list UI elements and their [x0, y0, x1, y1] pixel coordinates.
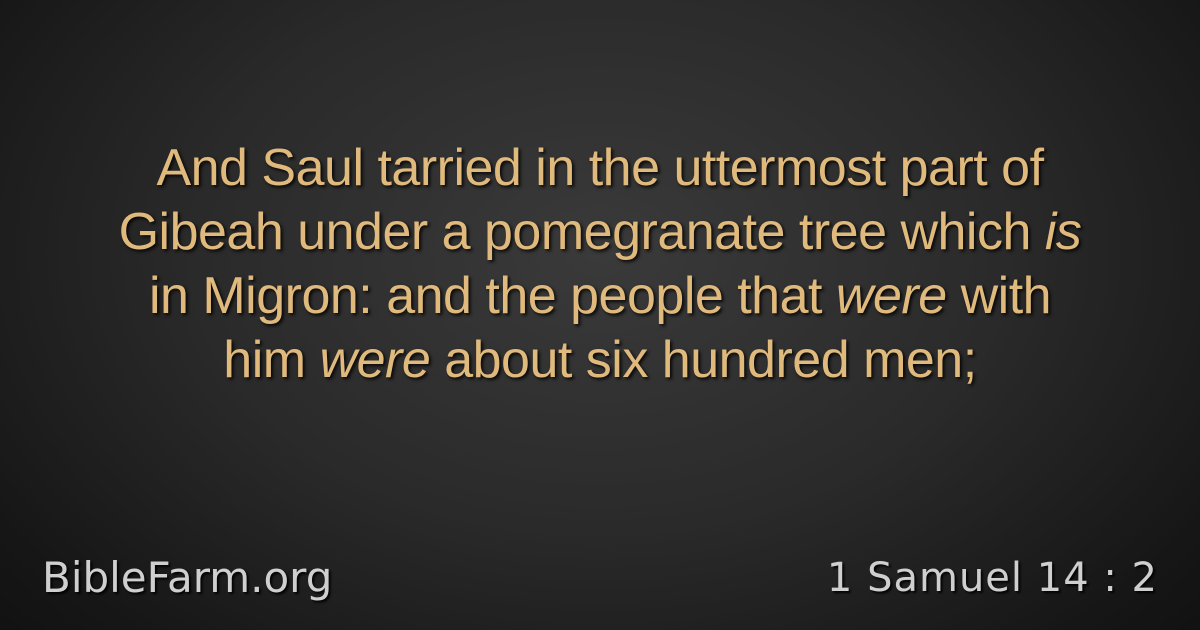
verse-line-2: Gibeah under a pomegranate tree which is: [118, 203, 1082, 261]
italic-word: were: [319, 331, 431, 389]
italic-word: were: [835, 267, 947, 325]
verse-line-3: in Migron: and the people that were with: [148, 267, 1052, 325]
verse-line-4: him were about six hundred men;: [223, 331, 977, 389]
verse-text: [40, 136, 1160, 392]
italic-word: is: [1044, 203, 1082, 261]
verse-reference: 1 Samuel 14 : 2: [826, 555, 1158, 601]
site-name: BibleFarm.org: [42, 553, 333, 602]
verse-line-1: And Saul tarried in the uttermost part of: [156, 139, 1044, 197]
